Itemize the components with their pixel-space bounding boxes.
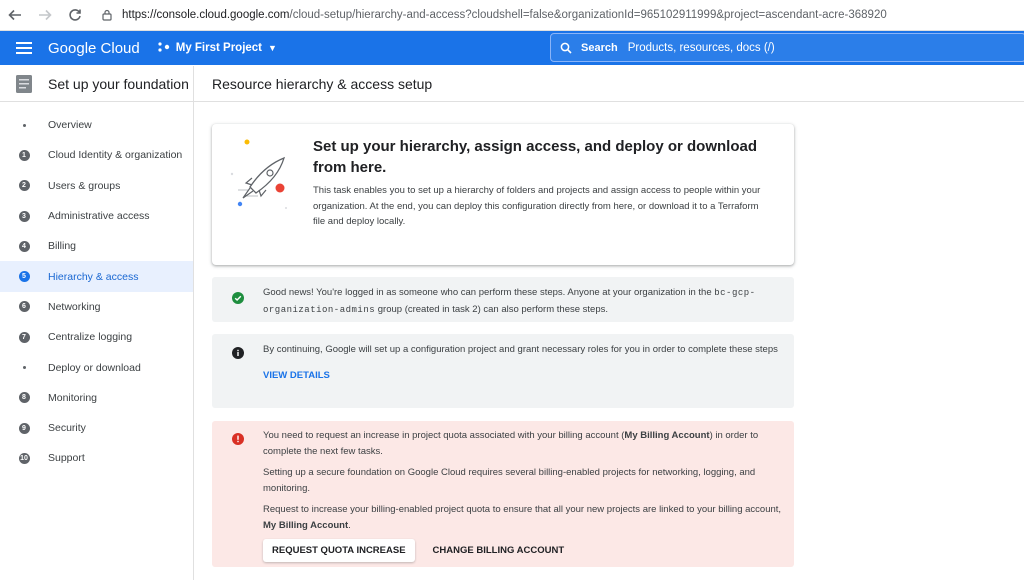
- request-quota-increase-button[interactable]: REQUEST QUOTA INCREASE: [263, 539, 415, 562]
- search-icon: [551, 42, 581, 54]
- success-message: [263, 285, 783, 318]
- step-billing[interactable]: [0, 231, 193, 261]
- search-placeholder: Products, resources, docs (/): [627, 41, 775, 54]
- url-path: /cloud-setup/hierarchy-and-access?cloudshell=false&organizationId=965102911999&project=ascendant-acre-368920: [289, 9, 887, 21]
- info-icon: [232, 347, 244, 359]
- sidebar-title: Set up your foundation: [48, 75, 189, 92]
- check-circle-icon: [232, 292, 244, 304]
- step-number: 10: [20, 454, 28, 462]
- checklist-icon: [0, 75, 48, 93]
- search-bar[interactable]: [550, 33, 1024, 62]
- step-label: Security: [48, 422, 86, 435]
- info-message: [263, 342, 783, 383]
- success-banner: [212, 277, 794, 322]
- step-list: [0, 102, 193, 474]
- setup-sidebar: [0, 66, 194, 580]
- step-deploy-download[interactable]: [0, 352, 193, 382]
- error-banner: [212, 421, 794, 567]
- step-label: Centralize logging: [48, 331, 133, 344]
- forward-arrow-icon[interactable]: [30, 0, 60, 31]
- step-marker: [0, 423, 48, 434]
- step-label: Hierarchy & access: [48, 270, 139, 283]
- step-number: 3: [19, 211, 30, 222]
- quota-paragraph: [263, 428, 783, 459]
- step-marker: [0, 453, 48, 464]
- step-label: Deploy or download: [48, 361, 141, 374]
- step-marker: [0, 392, 48, 403]
- address-bar[interactable]: [96, 0, 887, 31]
- browser-toolbar: [0, 0, 1024, 31]
- info-text: By continuing, Google will set up a configuration project and grant necessary roles for you in order to complete these steps: [263, 344, 778, 355]
- step-marker: [0, 366, 48, 369]
- step-number: 2: [19, 180, 30, 191]
- step-hierarchy-access[interactable]: [0, 261, 193, 291]
- console-header: [0, 31, 1024, 65]
- step-overview[interactable]: [0, 110, 193, 140]
- error-actions: [263, 539, 783, 562]
- billing-account-name: My Billing Account: [263, 519, 349, 531]
- step-number: 7: [19, 332, 30, 343]
- admin-group-name: bc-gcp-organization-admins: [263, 288, 756, 315]
- search-label: Search: [581, 41, 618, 54]
- step-cloud-identity[interactable]: [0, 140, 193, 170]
- quota-text-end: ) in order to complete the next few tasks.: [263, 430, 759, 457]
- step-marker: [0, 180, 48, 191]
- step-number: 4: [19, 241, 30, 252]
- success-text: Good news! You're logged in as someone who can perform these steps. Anyone at your organization in the: [263, 287, 715, 298]
- step-number: 8: [19, 392, 30, 403]
- step-marker: [0, 332, 48, 343]
- sidebar-header: [0, 66, 193, 102]
- url-domain: https://console.cloud.google.com: [122, 9, 290, 21]
- request-paragraph: [263, 502, 783, 533]
- step-number: 6: [19, 301, 30, 312]
- chevron-down-icon: ▼: [268, 43, 277, 53]
- foundation-paragraph: Setting up a secure foundation on Google Cloud requires several billing-enabled projects for networking, logging, and monitoring.: [263, 467, 756, 494]
- main-content: [194, 66, 1024, 580]
- step-label: Monitoring: [48, 391, 98, 404]
- step-users-groups[interactable]: [0, 171, 193, 201]
- step-networking[interactable]: [0, 292, 193, 322]
- request-text: Request to increase your billing-enabled project quota to ensure that all your new projects are linked to your billing account,: [263, 504, 782, 515]
- step-support[interactable]: [0, 443, 193, 473]
- step-label: Administrative access: [48, 210, 150, 223]
- back-arrow-icon[interactable]: [0, 0, 30, 31]
- step-marker: [0, 241, 48, 252]
- step-number: 5: [19, 271, 30, 282]
- bullet-icon: [23, 124, 26, 127]
- google-cloud-logo[interactable]: Google Cloud: [48, 39, 140, 57]
- site-info-icon[interactable]: [96, 4, 118, 26]
- step-label: Networking: [48, 300, 101, 313]
- page-title: Resource hierarchy & access setup: [194, 66, 1024, 102]
- step-label: Users & groups: [48, 179, 121, 192]
- request-text-end: .: [348, 519, 351, 531]
- step-marker: [0, 301, 48, 312]
- intro-body: This task enables you to set up a hierarchy of folders and projects and assign access to people within your organization. At the end, you can deploy this configuration directly from here, or download it to a Terraform file and deploy locally.: [313, 185, 761, 227]
- step-marker: [0, 150, 48, 161]
- step-label: Support: [48, 452, 85, 465]
- step-admin-access[interactable]: [0, 201, 193, 231]
- quota-text: You need to request an increase in project quota associated with your billing account (: [263, 430, 625, 441]
- url-text[interactable]: [122, 9, 887, 21]
- project-selector[interactable]: [158, 42, 277, 55]
- step-logging[interactable]: [0, 322, 193, 352]
- bullet-icon: [23, 366, 26, 369]
- step-label: Billing: [48, 240, 77, 253]
- hamburger-menu-icon[interactable]: [0, 31, 48, 65]
- success-text-end: group (created in task 2) can also perform these steps.: [375, 303, 608, 315]
- step-marker: [0, 124, 48, 127]
- step-security[interactable]: [0, 413, 193, 443]
- project-hierarchy-icon: [158, 42, 170, 55]
- step-marker: [0, 211, 48, 222]
- project-name: My First Project: [175, 42, 263, 54]
- rocket-illustration-icon: [226, 138, 298, 210]
- intro-card: [212, 124, 794, 265]
- step-number: 1: [19, 150, 30, 161]
- step-monitoring[interactable]: [0, 383, 193, 413]
- step-number: 9: [19, 423, 30, 434]
- billing-account-name: My Billing Account: [624, 430, 710, 441]
- info-banner: [212, 334, 794, 408]
- error-icon: [232, 433, 244, 445]
- change-billing-account-button[interactable]: CHANGE BILLING ACCOUNT: [432, 544, 565, 556]
- intro-heading: Set up your hierarchy, assign access, and deploy or download from here.: [313, 138, 758, 176]
- error-message: [263, 428, 783, 568]
- step-label: Cloud Identity & organization: [48, 149, 183, 162]
- step-label: Overview: [48, 119, 92, 132]
- reload-icon[interactable]: [60, 0, 90, 31]
- step-marker: [0, 271, 48, 282]
- view-details-link[interactable]: VIEW DETAILS: [263, 369, 330, 381]
